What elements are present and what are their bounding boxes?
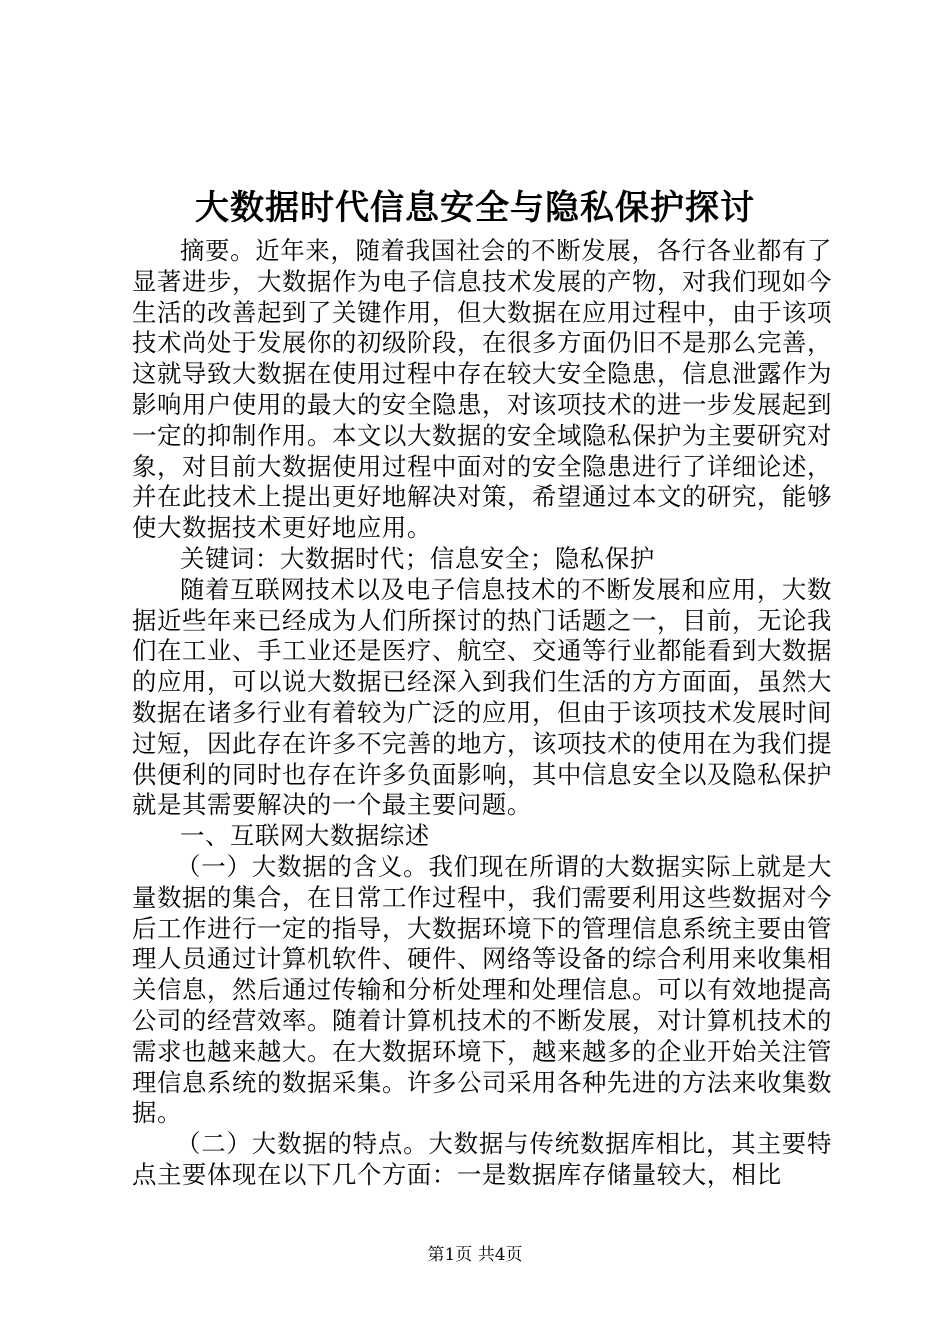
intro-paragraph: 随着互联网技术以及电子信息技术的不断发展和应用，大数据近些年来已经成为人们所探讨的热门话题之一，目前，无论我们在工业、手工业还是医疗、航空、交通等行业都能看到大数据的应用，可以说大数据已经深入到我们生活的方方面面，虽然大数据在诸多行业有着较为广泛的应用，但由于该项技术发展时间过短，因此存在许多不完善的地方，该项技术的使用在为我们提供便利的同时也存在许多负面影响，其中信息安全以及隐私保护就是其需要解决的一个最主要问题。 (132, 574, 832, 820)
document-title: 大数据时代信息安全与隐私保护探讨 (195, 188, 755, 228)
keywords-paragraph: 关键词：大数据时代；信息安全；隐私保护 (180, 543, 655, 573)
page-footer: 第1页 共4页 (427, 1245, 523, 1265)
document-body (132, 236, 832, 1191)
subsection-paragraph: （一）大数据的含义。我们现在所谓的大数据实际上就是大量数据的集合，在日常工作过程中，我们需要利用这些数据对今后工作进行一定的指导，大数据环境下的管理信息系统主要由管理人员通过计算机软件、硬件、网络等设备的综合利用来收集相关信息，然后通过传输和分析处理和处理信息。可以有效地提高公司的经营效率。随着计算机技术的不断发展，对计算机技术的需求也越来越大。在大数据环境下，越来越多的企业开始关注管理信息系统的数据采集。许多公司采用各种先进的方法来收集数据。 (132, 851, 832, 1128)
section-heading: 一、互联网大数据综述 (180, 821, 430, 851)
subsection-paragraph: （二）大数据的特点。大数据与传统数据库相比，其主要特点主要体现在以下几个方面：一是数据库存储量较大，相比 (132, 1129, 832, 1189)
abstract-paragraph: 摘要。近年来，随着我国社会的不断发展，各行各业都有了显著进步，大数据作为电子信息技术发展的产物，对我们现如今生活的改善起到了关键作用，但大数据在应用过程中，由于该项技术尚处于发展你的初级阶段，在很多方面仍旧不是那么完善，这就导致大数据在使用过程中存在较大安全隐患，信息泄露作为影响用户使用的最大的安全隐患，对该项技术的进一步发展起到一定的抑制作用。本文以大数据的安全域隐私保护为主要研究对象，对目前大数据使用过程中面对的安全隐患进行了详细论述，并在此技术上提出更好地解决对策，希望通过本文的研究，能够使大数据技术更好地应用。 (132, 236, 832, 543)
